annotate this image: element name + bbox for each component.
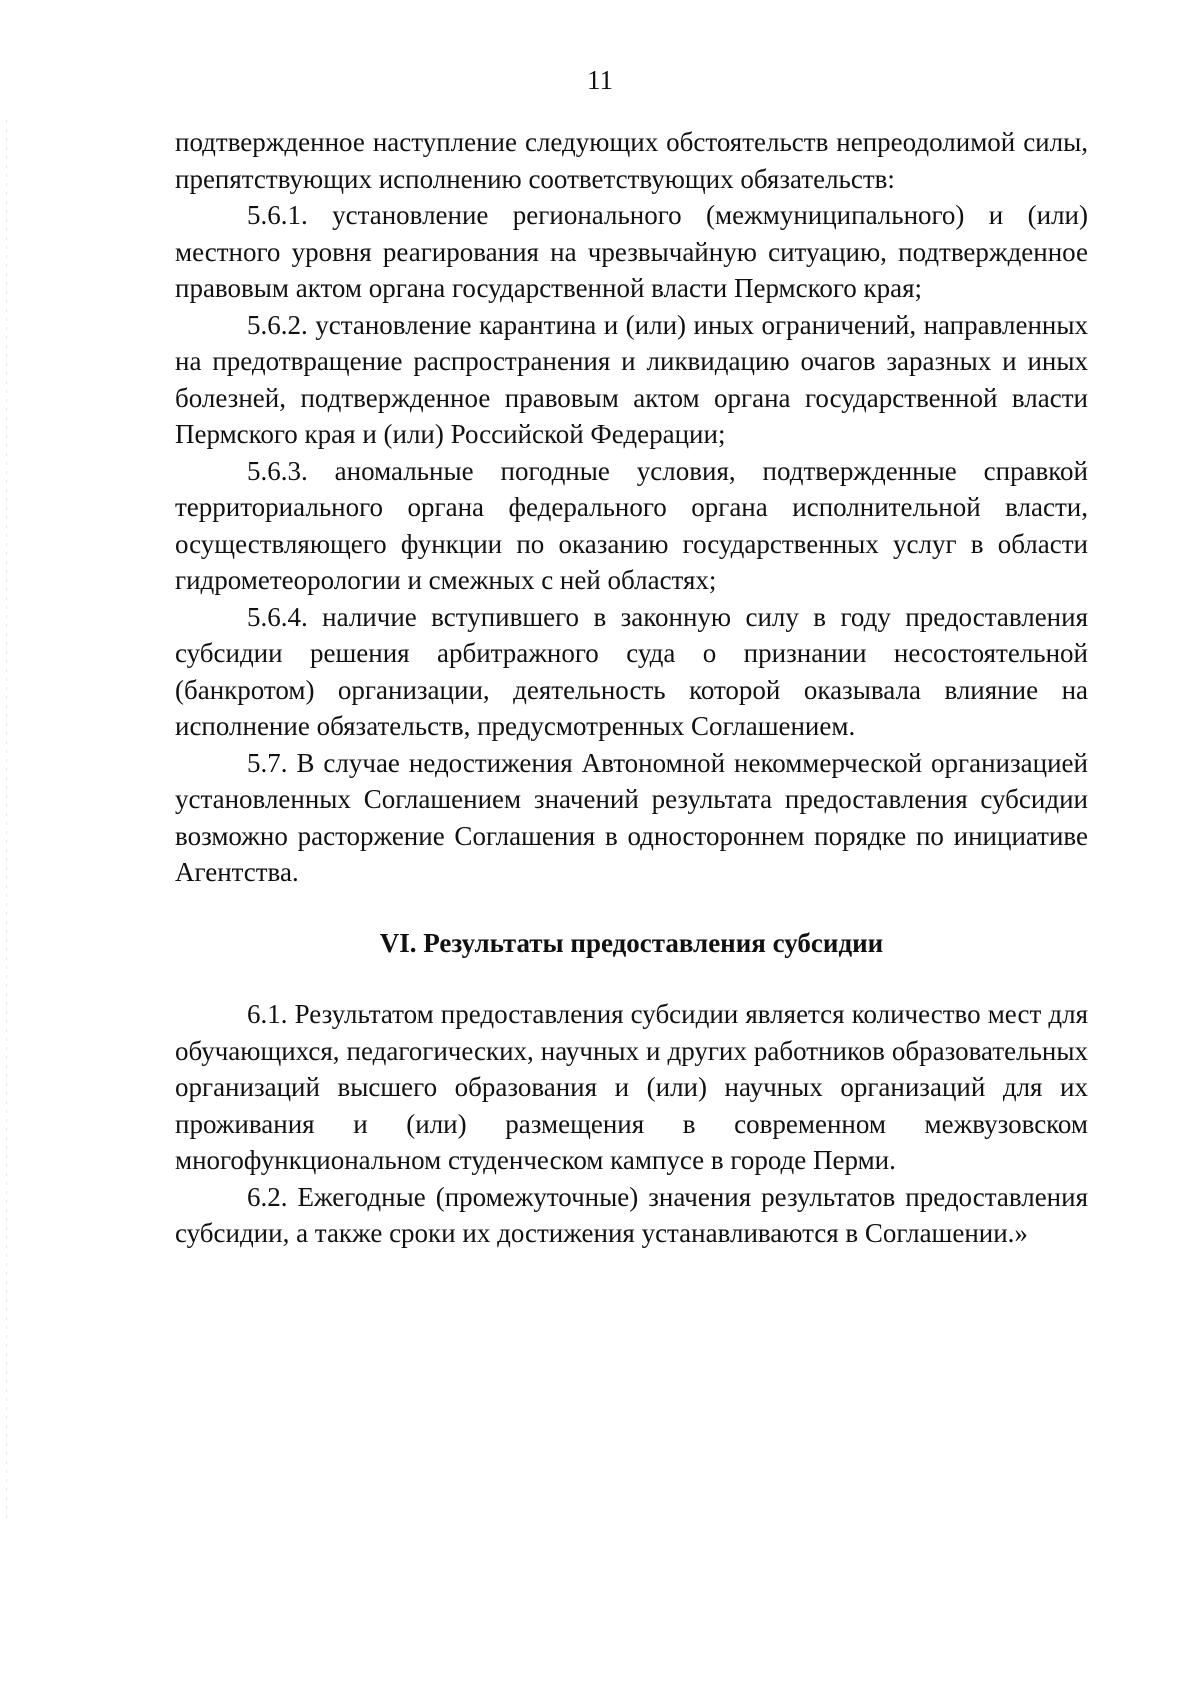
section-heading: VI. Результаты предоставления субсидии	[379, 927, 884, 958]
page-number: 11	[587, 65, 613, 95]
paragraph-5-6-2: 5.6.2. установление карантина и (или) иных ограничений, направленных на предотвращение распространения и ликвидацию очагов заразных и иных болезней, подтвержденное правовым актом органа государственной власти Пермского края и (или) Российской Федерации;	[175, 309, 1088, 449]
scan-edge-artifact	[6, 120, 7, 1520]
paragraph-6-2: 6.2. Ежегодные (промежуточные) значения результатов предоставления субсидии, а также сроки их достижения устанавливаются в Соглашении.»	[175, 1181, 1088, 1248]
paragraph-6-1: 6.1. Результатом предоставления субсидии является количество мест для обучающихся, педагогических, научных и других работников образовательных организаций высшего образования и (или) научных организаций для их проживания и (или) размещения в современном межвузовском многофункциональном студенческом кампусе в городе Перми.	[175, 999, 1088, 1175]
paragraph-5-6-4: 5.6.4. наличие вступившего в законную силу в году предоставления субсидии решения арбитражного суда о признании несостоятельной (банкротом) организации, деятельность которой оказывала влияние на исполнение обязательств, предусмотренных Соглашением.	[175, 601, 1088, 741]
paragraph-5-7: 5.7. В случае недостижения Автономной некоммерческой организацией установленных Соглашением значений результата предоставления субсидии возможно расторжение Соглашения в одностороннем порядке по инициативе Агентства.	[175, 747, 1088, 887]
paragraph-5-6-3: 5.6.3. аномальные погодные условия, подтвержденные справкой территориального органа федерального органа исполнительной власти, осуществляющего функции по оказанию государственных услуг в области гидрометеорологии и смежных с ней областях;	[175, 455, 1088, 595]
document-body	[175, 124, 1088, 1252]
paragraph-5-6-1: 5.6.1. установление регионального (межмуниципального) и (или) местного уровня реагирования на чрезвычайную ситуацию, подтвержденное правовым актом органа государственной власти Пермского края;	[175, 200, 1088, 303]
paragraph-continuation: подтвержденное наступление следующих обстоятельств непреодолимой силы, препятствующих исполнению соответствующих обязательств:	[175, 127, 1088, 194]
